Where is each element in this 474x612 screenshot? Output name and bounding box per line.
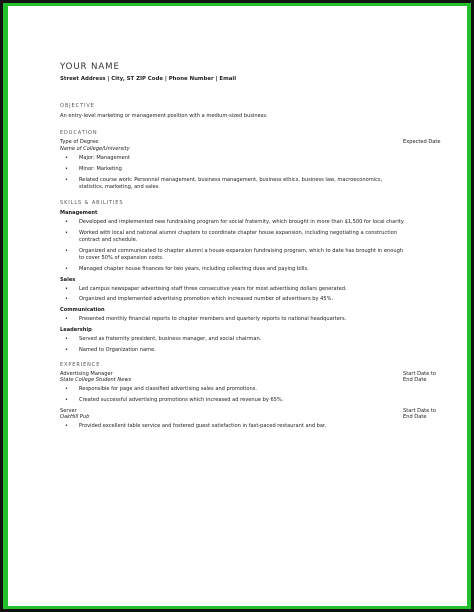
skill-list	[60, 316, 445, 323]
list-item: • Served as fraternity president, business manager, and social chairman.	[79, 336, 445, 343]
list-item: • Organized and implemented advertising promotion which increased number of advertisers by 45%.	[79, 296, 445, 303]
objective-heading: OBJECTIVE	[60, 103, 95, 109]
education-heading: EDUCATION	[60, 130, 98, 136]
skills-heading: SKILLS & ABILITIES	[60, 200, 124, 206]
job-list	[60, 386, 445, 404]
list-item: • Presented monthly financial reports to chapter members and quarterly reports to national headquarters.	[79, 316, 445, 323]
skill-list	[60, 219, 445, 273]
job-company-row	[60, 414, 445, 420]
experience-heading: EXPERIENCE	[60, 361, 101, 368]
list-item: • Minor: Marketing	[79, 166, 445, 173]
skill-list	[60, 336, 445, 354]
skill-group-heading: Sales	[60, 276, 76, 283]
resume-name: YOUR NAME	[60, 62, 120, 72]
job-list	[60, 423, 445, 430]
job-role: Advertising Manager	[60, 370, 113, 377]
list-item: • Managed chapter house finances for two years, including collecting dues and paying bills.	[79, 266, 445, 273]
job-company-row	[60, 377, 445, 383]
job-end: End Date	[403, 376, 427, 383]
skill-list	[60, 286, 445, 304]
job-entry	[60, 408, 445, 430]
contact-line: Street Address | City, ST ZIP Code | Phone Number | Email	[60, 76, 237, 82]
skill-group-heading: Communication	[60, 307, 105, 314]
skill-group-heading: Leadership	[60, 326, 92, 333]
list-item: • Provided excellent table service and fostered guest satisfaction in fast-paced restaurant and bar.	[79, 423, 445, 430]
job-company: State College Student News	[60, 376, 132, 383]
education-list	[60, 155, 445, 191]
list-item: • Responsible for page and classified advertising sales and promotions.	[79, 386, 445, 393]
list-item: • Worked with local and national alumni chapters to coordinate chapter house expansion, including negotiating a construction contract and schedule.	[79, 230, 445, 244]
job-company: OakHill Pub	[60, 413, 90, 420]
resume-page	[8, 6, 467, 606]
school-name: Name of College/University	[60, 146, 130, 152]
job-end: End Date	[403, 413, 427, 420]
degree-type: Type of Degree	[60, 139, 99, 145]
list-item: • Developed and implemented new fundraising program for social fraternity, which brought in more than $1,500 for local charity.	[79, 219, 445, 226]
list-item: • Named to Organization name.	[79, 347, 445, 354]
list-item: • Created successful advertising promotions which increased ad revenue by 65%.	[79, 397, 445, 404]
list-item: • Related course work: Personnel management, business management, business ethics, business law, macroeconomics, statistics, marketing, and sales.	[79, 177, 445, 191]
degree-date: Expected Date	[403, 139, 441, 145]
job-entry	[60, 371, 445, 404]
objective-text: An entry-level marketing or management position with a medium-sized business.	[60, 113, 268, 119]
job-role: Server	[60, 407, 77, 414]
list-item: • Major: Management	[79, 155, 445, 162]
degree-row	[60, 139, 445, 145]
list-item: • Led campus newspaper advertising staff three consecutive years for most advertising dollars generated.	[79, 286, 445, 293]
list-item: • Organized and communicated to chapter alumni a house expansion fundraising program, which to date has brought in enough to cover 50% of expansion costs.	[79, 248, 445, 262]
skill-group-heading: Management	[60, 210, 98, 216]
job-start: Start Date to	[403, 370, 436, 377]
job-start: Start Date to	[403, 407, 436, 414]
